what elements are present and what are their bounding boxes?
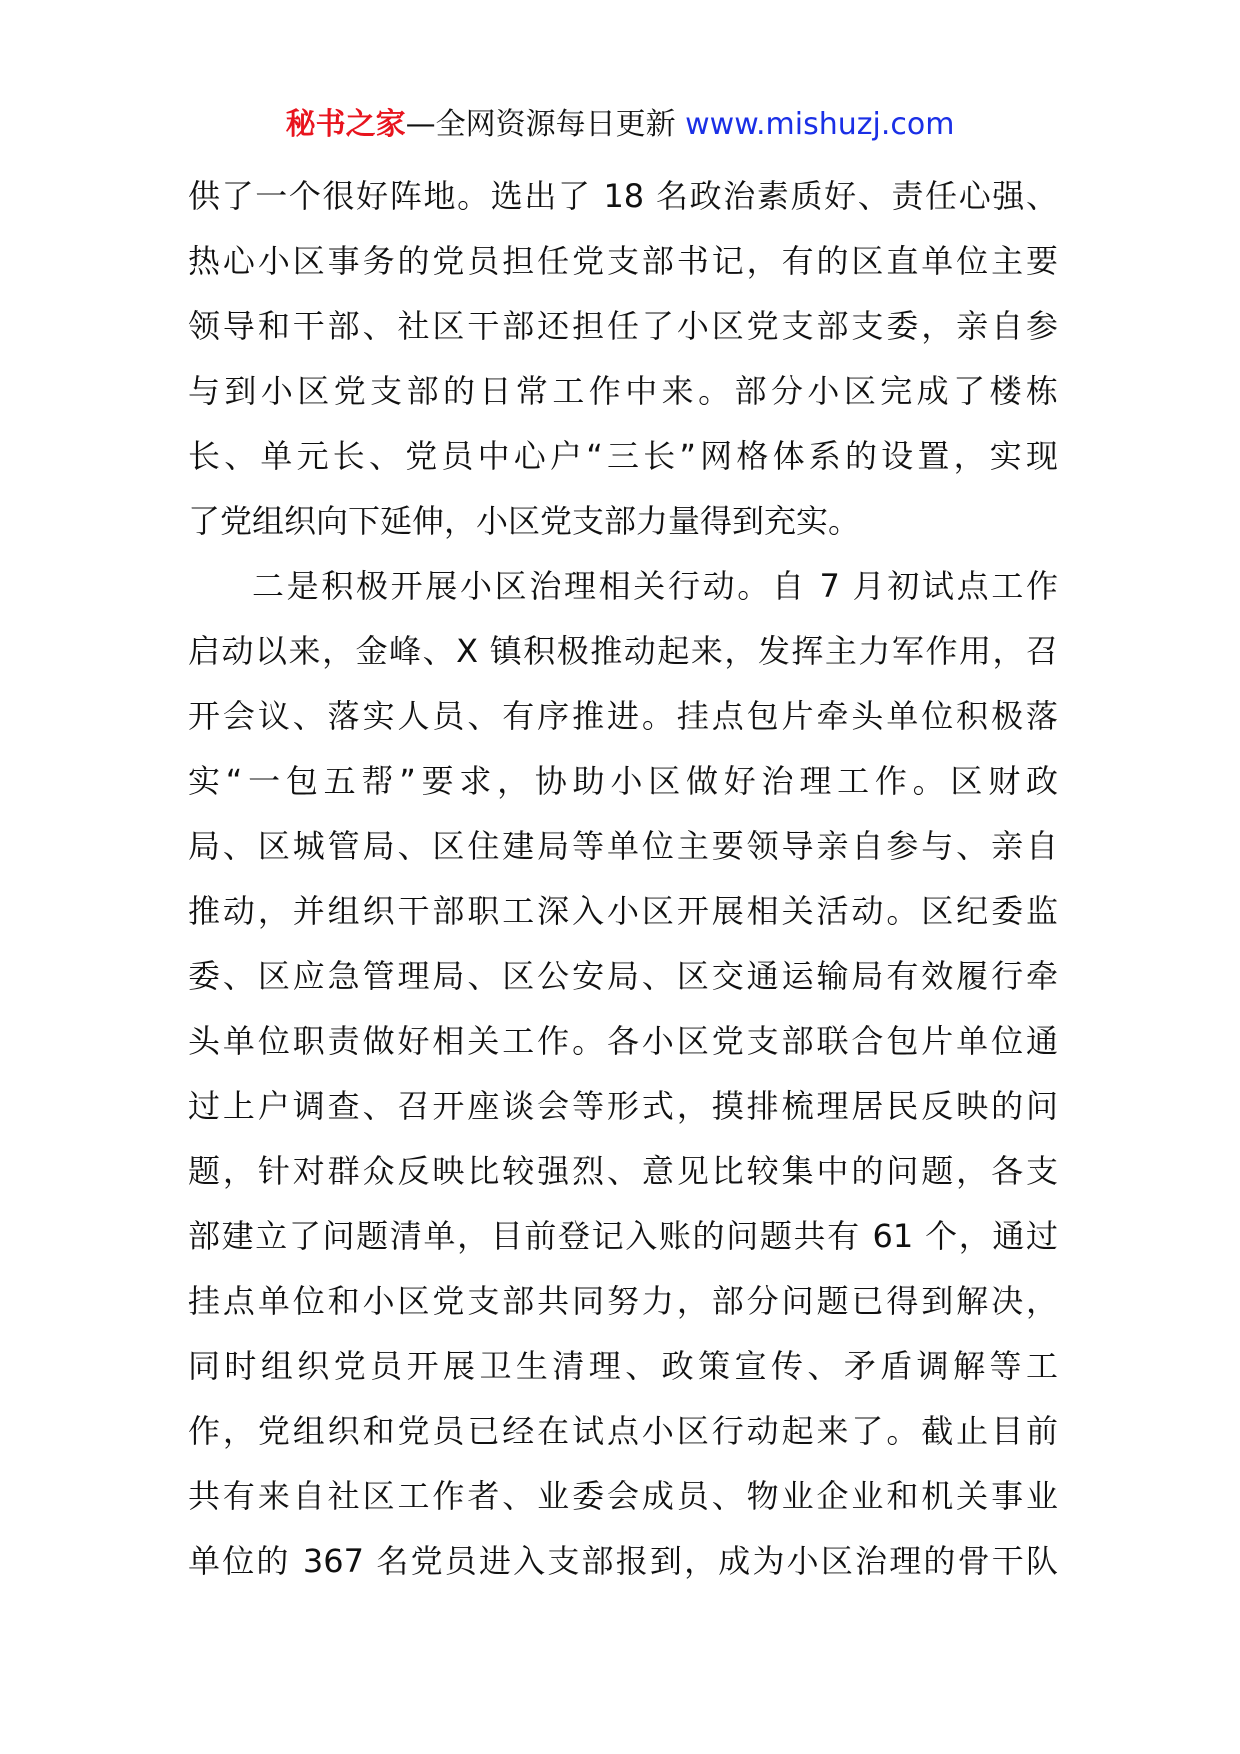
text-line: 推动，并组织干部职工深入小区开展相关活动。区纪委监 bbox=[188, 892, 1058, 930]
text-line: 部建立了问题清单，目前登记入账的问题共有 61 个，通过 bbox=[188, 1217, 1058, 1255]
text-line: 长、单元长、党员中心户“三长”网格体系的设置，实现 bbox=[188, 437, 1058, 475]
document-body bbox=[188, 164, 1058, 1594]
text-line: 头单位职责做好相关工作。各小区党支部联合包片单位通 bbox=[188, 1022, 1058, 1060]
text-line: 共有来自社区工作者、业委会成员、物业企业和机关事业 bbox=[188, 1477, 1058, 1515]
text-line: 挂点单位和小区党支部共同努力，部分问题已得到解决， bbox=[188, 1282, 1058, 1320]
text-line: 局、区城管局、区住建局等单位主要领导亲自参与、亲自 bbox=[188, 827, 1058, 865]
text-line: 过上户调查、召开座谈会等形式，摸排梳理居民反映的问 bbox=[188, 1087, 1058, 1125]
text-line: 开会议、落实人员、有序推进。挂点包片牵头单位积极落 bbox=[188, 697, 1058, 735]
text-line: 了党组织向下延伸，小区党支部力量得到充实。 bbox=[188, 502, 861, 540]
text-line: 作，党组织和党员已经在试点小区行动起来了。截止目前 bbox=[188, 1412, 1058, 1450]
text-line: 实“一包五帮”要求，协助小区做好治理工作。区财政 bbox=[188, 762, 1058, 800]
text-line: 同时组织党员开展卫生清理、政策宣传、矛盾调解等工 bbox=[188, 1347, 1058, 1385]
text-line: 单位的 367 名党员进入支部报到，成为小区治理的骨干队 bbox=[188, 1542, 1058, 1580]
text-line: 供了一个很好阵地。选出了 18 名政治素质好、责任心强、 bbox=[188, 177, 1058, 215]
page-header bbox=[0, 100, 1240, 150]
text-line: 启动以来，金峰、X 镇积极推动起来，发挥主力军作用，召 bbox=[188, 632, 1058, 670]
text-line: 领导和干部、社区干部还担任了小区党支部支委，亲自参 bbox=[188, 307, 1058, 345]
text-line: 委、区应急管理局、区公安局、区交通运输局有效履行牵 bbox=[188, 957, 1058, 995]
text-line: 二是积极开展小区治理相关行动。自 7 月初试点工作 bbox=[252, 567, 1058, 605]
text-line: 热心小区事务的党员担任党支部书记，有的区直单位主要 bbox=[188, 242, 1058, 280]
header-tagline: —全网资源每日更新 bbox=[405, 107, 676, 142]
text-line: 与到小区党支部的日常工作中来。部分小区完成了楼栋 bbox=[188, 372, 1058, 410]
text-line: 题，针对群众反映比较强烈、意见比较集中的问题，各支 bbox=[188, 1152, 1058, 1190]
header-brand: 秘书之家 bbox=[285, 107, 406, 142]
header-url-link[interactable]: www.mishuzj.com bbox=[685, 107, 955, 142]
